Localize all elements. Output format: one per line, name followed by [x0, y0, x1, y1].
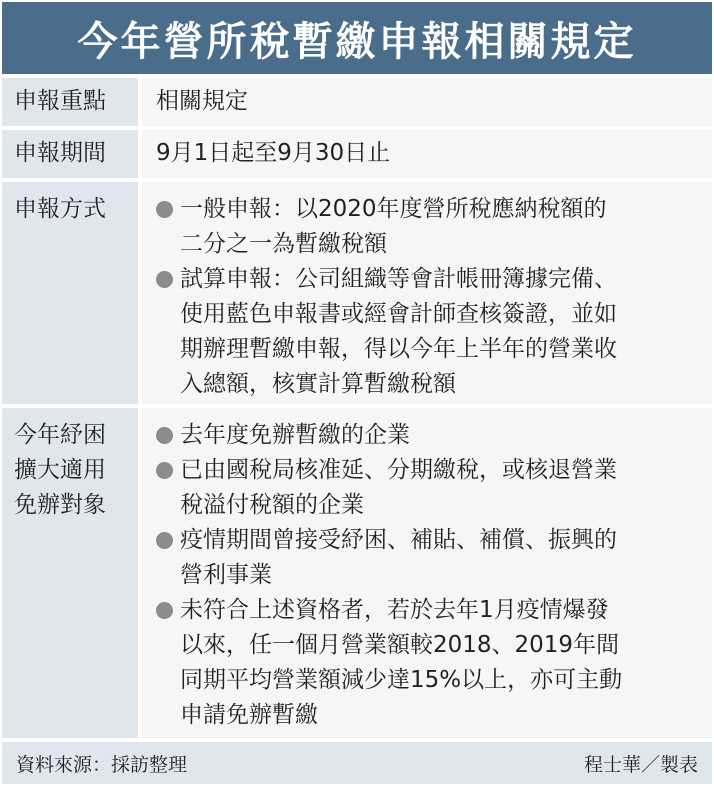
row-value-text: 相關規定: [156, 88, 248, 114]
bullet-dot-icon: [156, 271, 173, 288]
bullet-item: [156, 453, 702, 523]
title-banner: [2, 2, 712, 74]
bullet-text: 去年度免辦暫繳的企業: [180, 422, 410, 448]
table-row: [2, 130, 712, 178]
source-note: 資料來源：採訪整理: [16, 753, 188, 776]
credit-note: 程士華／製表: [583, 753, 698, 776]
table-row: [2, 408, 712, 738]
row-label: [2, 78, 138, 126]
row-value: [142, 182, 712, 404]
bullet-item: [156, 418, 702, 453]
bullet-dot-icon: [156, 602, 173, 619]
bullet-text: 已由國稅局核准延、分期繳稅，或核退營業 稅溢付稅額的企業: [180, 457, 617, 518]
row-label: [2, 182, 138, 404]
row-value: [142, 78, 712, 126]
table-row: [2, 182, 712, 404]
bullet-dot-icon: [156, 462, 173, 479]
bullet-item: [156, 593, 702, 733]
bullet-dot-icon: [156, 532, 173, 549]
row-value: [142, 130, 712, 178]
footer-bar: [2, 742, 712, 784]
row-label-line: 今年紓困: [14, 422, 106, 448]
row-value: [142, 408, 712, 738]
bullet-text: 一般申報：以2020年度營所稅應納稅額的 二分之一為暫繳稅額: [180, 196, 607, 257]
row-label-line: 申報重點: [14, 88, 106, 114]
row-label-line: 申報期間: [14, 140, 106, 166]
row-label-line: 擴大適用: [14, 457, 106, 483]
row-label-line: 免辦對象: [14, 492, 106, 518]
row-label: [2, 130, 138, 178]
row-label-line: 申報方式: [14, 196, 106, 222]
bullet-dot-icon: [156, 201, 173, 218]
bullet-text: 未符合上述資格者，若於去年1月疫情爆發 以來，任一個月營業額較2018、2019年間 同期平均營業額減少達15%以上，亦可主動 申請免辦暫繳: [180, 597, 623, 728]
bullet-item: [156, 523, 702, 593]
bullet-item: [156, 262, 702, 402]
bullet-item: [156, 192, 702, 262]
bullet-text: 疫情期間曾接受紓困、補貼、補償、振興的 營利事業: [180, 527, 617, 588]
bullet-text: 試算申報：公司組織等會計帳冊簿據完備、 使用藍色申報書或經會計師查核簽證，並如 期辦理暫繳申報，得以今年上半年的營業收 入總額，核實計算暫繳稅額: [180, 266, 617, 397]
bullet-dot-icon: [156, 427, 173, 444]
row-value-text: 9月1日起至9月30日止: [156, 140, 391, 166]
row-label: [2, 408, 138, 738]
page-title: 今年營所稅暫繳申報相關規定: [77, 18, 637, 65]
table-row: [2, 78, 712, 126]
